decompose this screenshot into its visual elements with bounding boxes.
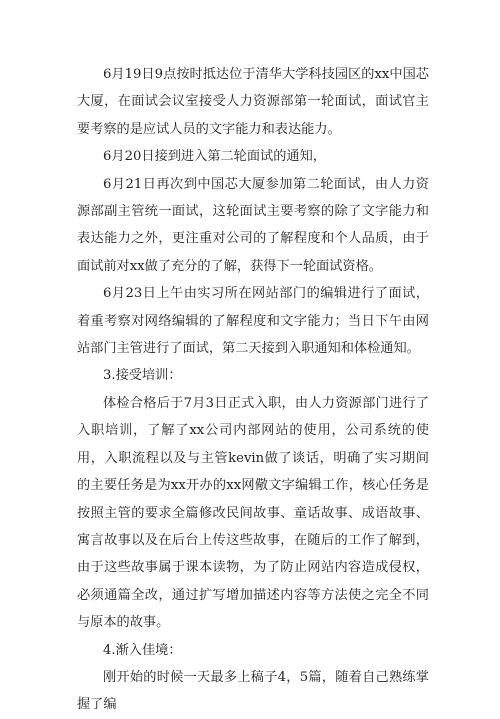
paragraph-notice-june-20: 6月20日接到进入第二轮面试的通知， bbox=[103, 149, 326, 165]
paragraph-interview-june-19: 6月19日9点按时抵达位于清华大学科技园区的xx中国芯大厦，在面试会议室接受人力资源部第一轮面试，面试官主要考察的是应试人员的文字能力和表达能力。 bbox=[77, 67, 429, 137]
section-heading-training: 3.接受培训： bbox=[103, 368, 182, 384]
paragraph-progress: 刚开始的时候一天最多上稿子4，5篇，随着自己熟练掌握了编 bbox=[77, 669, 429, 713]
paragraph-interview-june-21: 6月21日再次到中国芯大厦参加第二轮面试，由人力资源部副主管统一面试，这轮面试主要考察的除了文字能力和表达能力之外，更注重对公司的了解程度和个人品质，由于面试前对xx做了充分的了解，获得下一轮面试资格。 bbox=[77, 176, 429, 274]
section-heading-progress: 4.渐入佳境： bbox=[103, 642, 182, 658]
document-body bbox=[77, 61, 429, 719]
paragraph-interview-june-23: 6月23日上午由实习所在网站部门的编辑进行了面试，着重考察对网络编辑的了解程度和文字能力；当日下午由网站部门主管进行了面试，第二天接到入职通知和体检通知。 bbox=[77, 286, 429, 357]
paragraph-training: 体检合格后于7月3日正式入职，由人力资源部门进行了入职培训，了解了xx公司内部网站的使用，公司系统的使用，入职流程以及与主管kevin做了谈话，明确了实习期间的主要任务是为xx开办的xx网儆文字编辑工作，核心任务是按照主管的要求全篇修改民间故事、童话故事、成语故事、寓言故事以及在后台上传这些故事，在随后的工作了解到，由于这些故事属于课本读物，为了防止网站内容造成侵权，必须通篇全改，通过扩写增加描述内容等方法使之完全不同与原本的故事。 bbox=[77, 395, 429, 631]
